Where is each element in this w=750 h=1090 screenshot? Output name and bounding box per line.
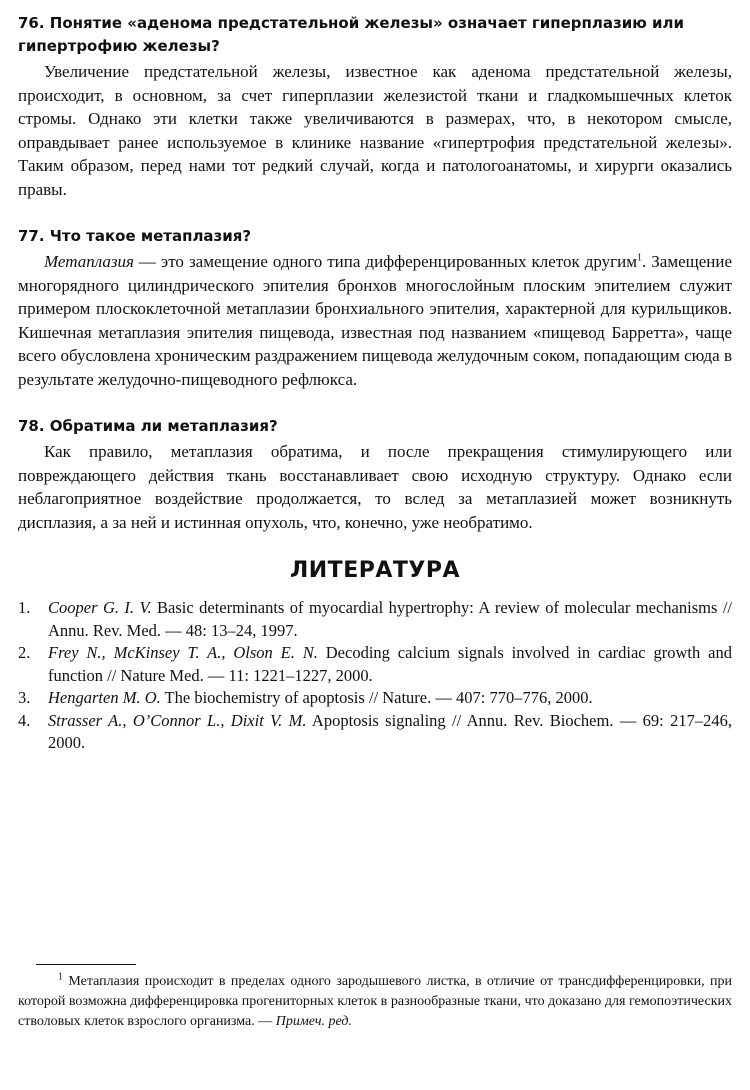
reference-text: Basic determinants of myocardial hypertrophy: A review of molecular mechanisms // Annu. Rev. Med. — 48: 13–24, 1997. [48,598,732,640]
footnote [18,972,732,1032]
reference-authors: Hengarten M. O. [48,688,161,707]
reference-text: The biochemistry of apoptosis // Nature. — 407: 770–776, 2000. [160,688,593,707]
reference-number: 2. [18,643,31,662]
reference-text: Decoding calcium signals involved in cardiac growth and function // Nature Med. — 11: 1221–1227, 2000. [48,643,732,685]
reference-number: 4. [18,710,31,730]
footnote-divider [36,964,136,965]
section-76 [18,12,732,201]
question-heading: 76. Понятие «аденома предстательной железы» означает гиперплазию или гипертрофию железы? [18,14,685,55]
reference-number: 3. [18,688,31,707]
answer-text: — это замещение одного типа дифференцированных клеток другим [133,252,637,271]
section-77 [18,225,732,391]
literature-title: ЛИТЕРАТУРА [290,558,460,583]
reference-item [18,642,732,687]
reference-authors: Cooper G. I. V. [48,598,152,617]
reference-text: Apoptosis signaling // Annu. Rev. Biochem. — 69: 217–246, 2000. [48,710,732,752]
question-heading: 78. Обратима ли метаплазия? [18,417,278,435]
answer-paragraph: Увеличение предстательной железы, известное как аденома предстательной железы, происходит, в основном, за счет гиперплазии железистой ткани и гладкомышечных клеток стромы. Однако эти клетки также увеличиваются в размерах, что, в некотором смысле, оправдывает ранее используемое в клинике название «гипертрофия предстательной железы». Таким образом, перед нами тот редкий случай, когда и патологоанатомы, и хирурги оказались правы. [18,62,732,199]
reference-authors: Strasser A., O’Connor L., Dixit V. M. [48,710,307,730]
reference-list [18,597,732,755]
footnote-text: Метаплазия происходит в пределах одного зародышевого листка, в отличие от трансдифференцировки, при которой возможна дифференцировка прогениторных клеток в разнообразные ткани, что доказано для гемопоэтических стволовых клеток взрослого организма. — [18,974,732,1029]
answer-text: . Замещение многорядного цилиндрического эпителия бронхов многослойным плоским эпителием служит примером плоскоклеточной метаплазии бронхиального эпителия, характерной для курильщиков. Кишечная метаплазия эпителия пищевода, известная под названием «пищевод Барретта», чаще всего обусловлена хроническим раздражением пищевода желудочным соком, попадающим сюда в результате желудочно-пищеводного рефлюкса. [18,252,732,389]
reference-number: 1. [18,598,31,617]
section-78 [18,415,732,534]
reference-authors: Frey N., McKinsey T. A., Olson E. N. [48,643,318,662]
answer-paragraph: Как правило, метаплазия обратима, и после прекращения стимулирующего или повреждающего действия ткань восстанавливает свою исходную структуру. Однако если неблагоприятное воздействие продолжается, то вслед за метаплазией может возникнуть дисплазия, а за ней и истинная опухоль, что, конечно, уже необратимо. [18,442,732,532]
footnote-mark: 1 [58,971,63,983]
footnote-ref: 1 [636,252,642,264]
answer-paragraph [18,250,732,391]
page-content [18,12,732,755]
reference-item [18,710,732,755]
editor-note: Примеч. ред. [275,1014,352,1029]
question-heading: 77. Что такое метаплазия? [18,227,252,245]
reference-item [18,687,732,710]
reference-item [18,597,732,642]
term: Метаплазия [44,252,134,271]
